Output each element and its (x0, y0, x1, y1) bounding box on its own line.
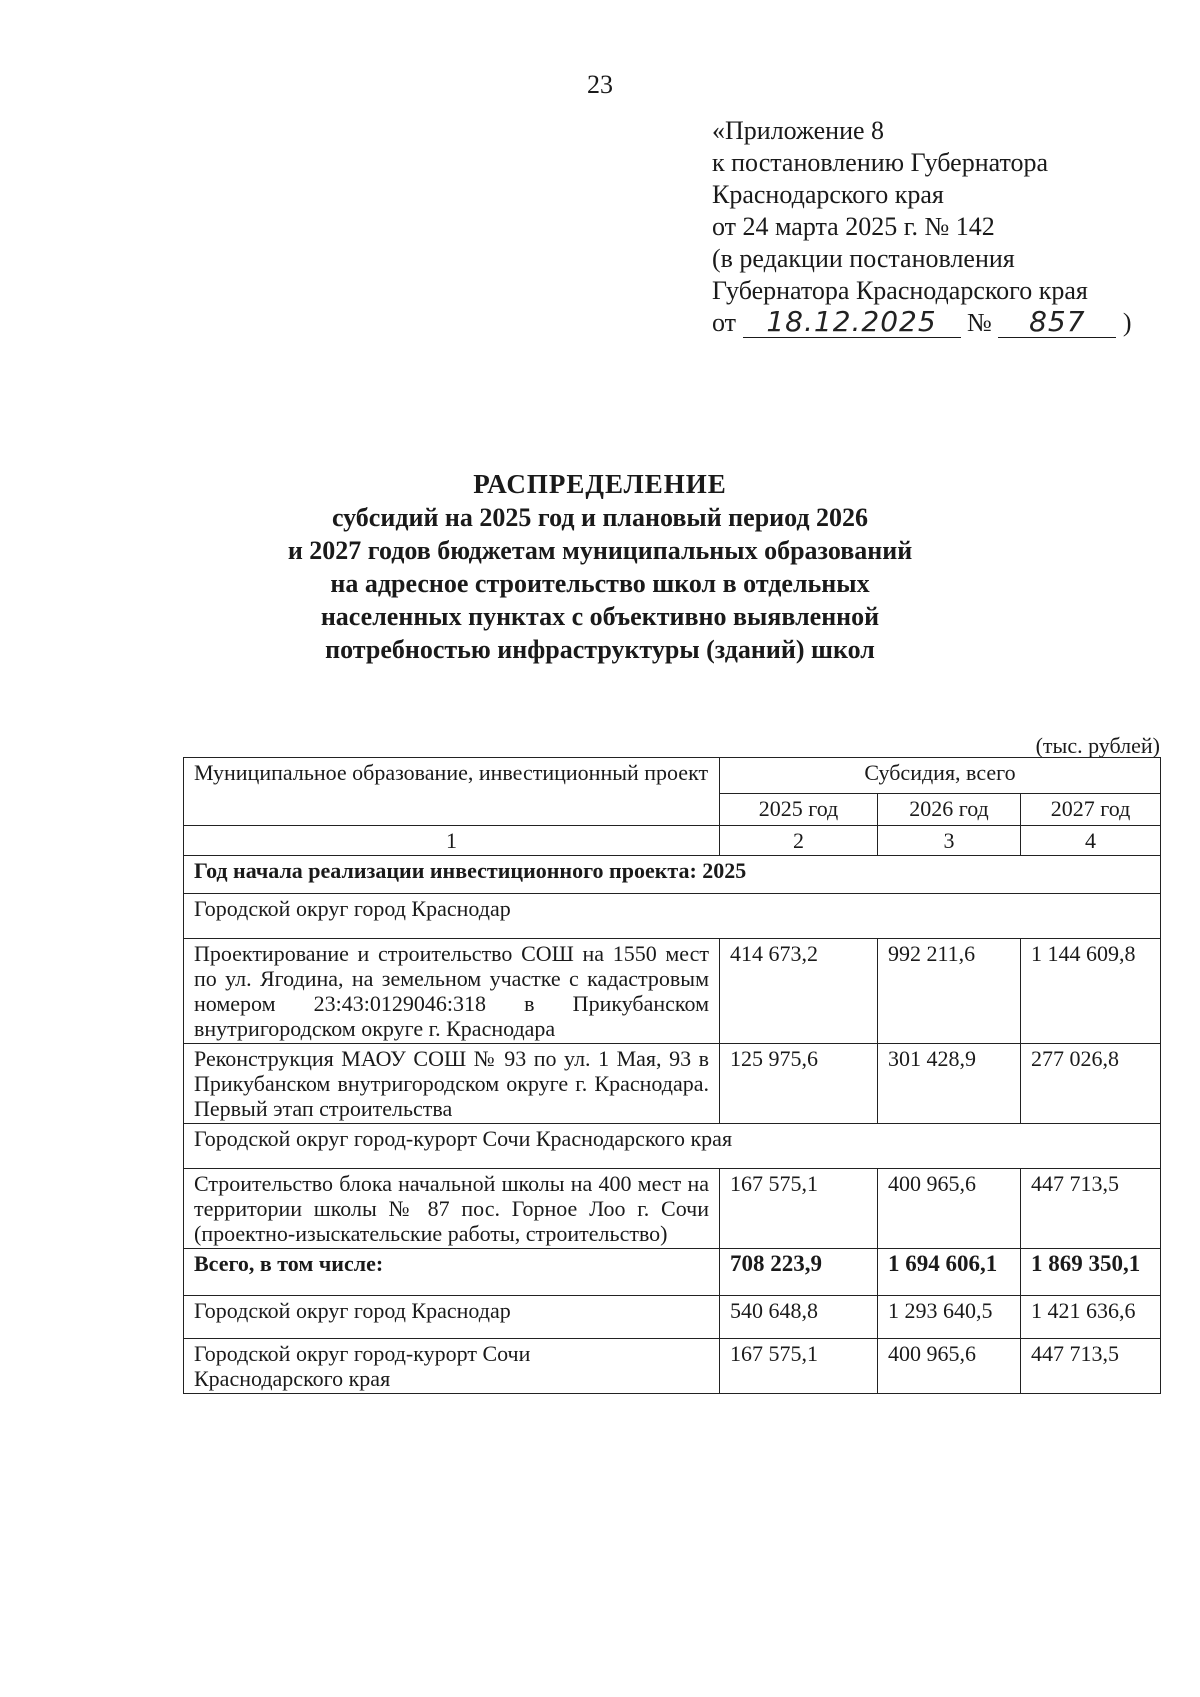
handwritten-number: 857 (998, 307, 1116, 338)
project-name: Проектирование и строительство СОШ на 1550 мест по ул. Ягодина, на земельном участке с кадастровым номером 23:43:0129046:318 в Прикубанском внутригородском округе г. Краснодара (184, 939, 720, 1044)
appendix-line: Краснодарского края (712, 180, 944, 209)
project-name: Строительство блока начальной школы на 400 мест на территории школы № 87 пос. Горное Лоо г. Сочи (проектно-изыскательские работы, строительство) (184, 1169, 720, 1249)
total-2025: 708 223,9 (720, 1249, 878, 1296)
table-row (184, 1296, 1161, 1339)
from-label: от (712, 308, 737, 337)
value-2025: 167 575,1 (720, 1339, 878, 1394)
group-row (184, 894, 1161, 939)
appendix-line: к постановлению Губернатора (712, 148, 1049, 177)
value-2027: 447 713,5 (1021, 1169, 1161, 1249)
value-2026: 301 428,9 (878, 1044, 1021, 1124)
value-2027: 447 713,5 (1021, 1339, 1161, 1394)
title-line: и 2027 годов бюджетам муниципальных образований (287, 536, 913, 565)
value-2025: 167 575,1 (720, 1169, 878, 1249)
value-2026: 400 965,6 (878, 1339, 1021, 1394)
table-row (184, 939, 1161, 1044)
table-row (184, 1169, 1161, 1249)
title-main: РАСПРЕДЕЛЕНИЕ (473, 469, 727, 499)
project-name: Реконструкция МАОУ СОШ № 93 по ул. 1 Мая, 93 в Прикубанском внутригородском округе г. Краснодара. Первый этап строительства (184, 1044, 720, 1124)
units-label: (тыс. рублей) (1035, 733, 1160, 758)
value-2025: 125 975,6 (720, 1044, 878, 1124)
header-subsidy-total: Субсидия, всего (720, 758, 1161, 794)
title-line: населенных пунктах с объективно выявленной (320, 602, 880, 631)
appendix-line: от 24 марта 2025 г. № 142 (712, 212, 995, 241)
column-number: 3 (878, 826, 1021, 856)
title-line: потребностью инфраструктуры (зданий) школ (325, 635, 875, 664)
header-year-2027: 2027 год (1021, 794, 1161, 826)
value-2025: 540 648,8 (720, 1296, 878, 1339)
title-line: субсидий на 2025 год и плановый период 2026 (331, 503, 869, 532)
handwritten-date: 18.12.2025 (743, 307, 961, 338)
appendix-line: Губернатора Краснодарского края (712, 276, 1088, 305)
closing-paren: ) (1122, 308, 1132, 337)
header-year-2026: 2026 год (878, 794, 1021, 826)
appendix-date-line (712, 307, 1132, 339)
value-2027: 1 144 609,8 (1021, 939, 1161, 1044)
value-2025: 414 673,2 (720, 939, 878, 1044)
value-2027: 277 026,8 (1021, 1044, 1161, 1124)
total-row (184, 1249, 1161, 1296)
group-sochi: Городской округ город-курорт Сочи Краснодарского края (184, 1124, 1161, 1169)
value-2026: 1 293 640,5 (878, 1296, 1021, 1339)
table-row (184, 1044, 1161, 1124)
subsidy-table (183, 757, 1161, 1394)
group-row (184, 1124, 1161, 1169)
header-year-2025: 2025 год (720, 794, 878, 826)
value-2027: 1 421 636,6 (1021, 1296, 1161, 1339)
total-2027: 1 869 350,1 (1021, 1249, 1161, 1296)
total-krasnodar-label: Городской округ город Краснодар (184, 1296, 720, 1339)
value-2026: 992 211,6 (878, 939, 1021, 1044)
total-2026: 1 694 606,1 (878, 1249, 1021, 1296)
appendix-header (712, 115, 1132, 339)
section-start-year: Год начала реализации инвестиционного проекта: 2025 (184, 856, 1161, 894)
appendix-line: «Приложение 8 (712, 116, 885, 145)
page-number: 23 (587, 70, 613, 99)
total-label: Всего, в том числе: (184, 1249, 720, 1296)
value-2026: 400 965,6 (878, 1169, 1021, 1249)
column-number: 4 (1021, 826, 1161, 856)
section-row (184, 856, 1161, 894)
title-line: на адресное строительство школ в отдельных (330, 569, 870, 598)
column-number: 1 (184, 826, 720, 856)
column-number: 2 (720, 826, 878, 856)
table-header-row (184, 758, 1161, 794)
header-municipality: Муниципальное образование, инвестиционный проект (184, 758, 720, 826)
document-title (0, 468, 1200, 666)
total-sochi-label: Городской округ город-курорт Сочи Краснодарского края (184, 1339, 720, 1394)
column-numbers-row (184, 826, 1161, 856)
table-row (184, 1339, 1161, 1394)
number-label: № (967, 308, 992, 337)
group-krasnodar: Городской округ город Краснодар (184, 894, 1161, 939)
appendix-line: (в редакции постановления (712, 244, 1015, 273)
